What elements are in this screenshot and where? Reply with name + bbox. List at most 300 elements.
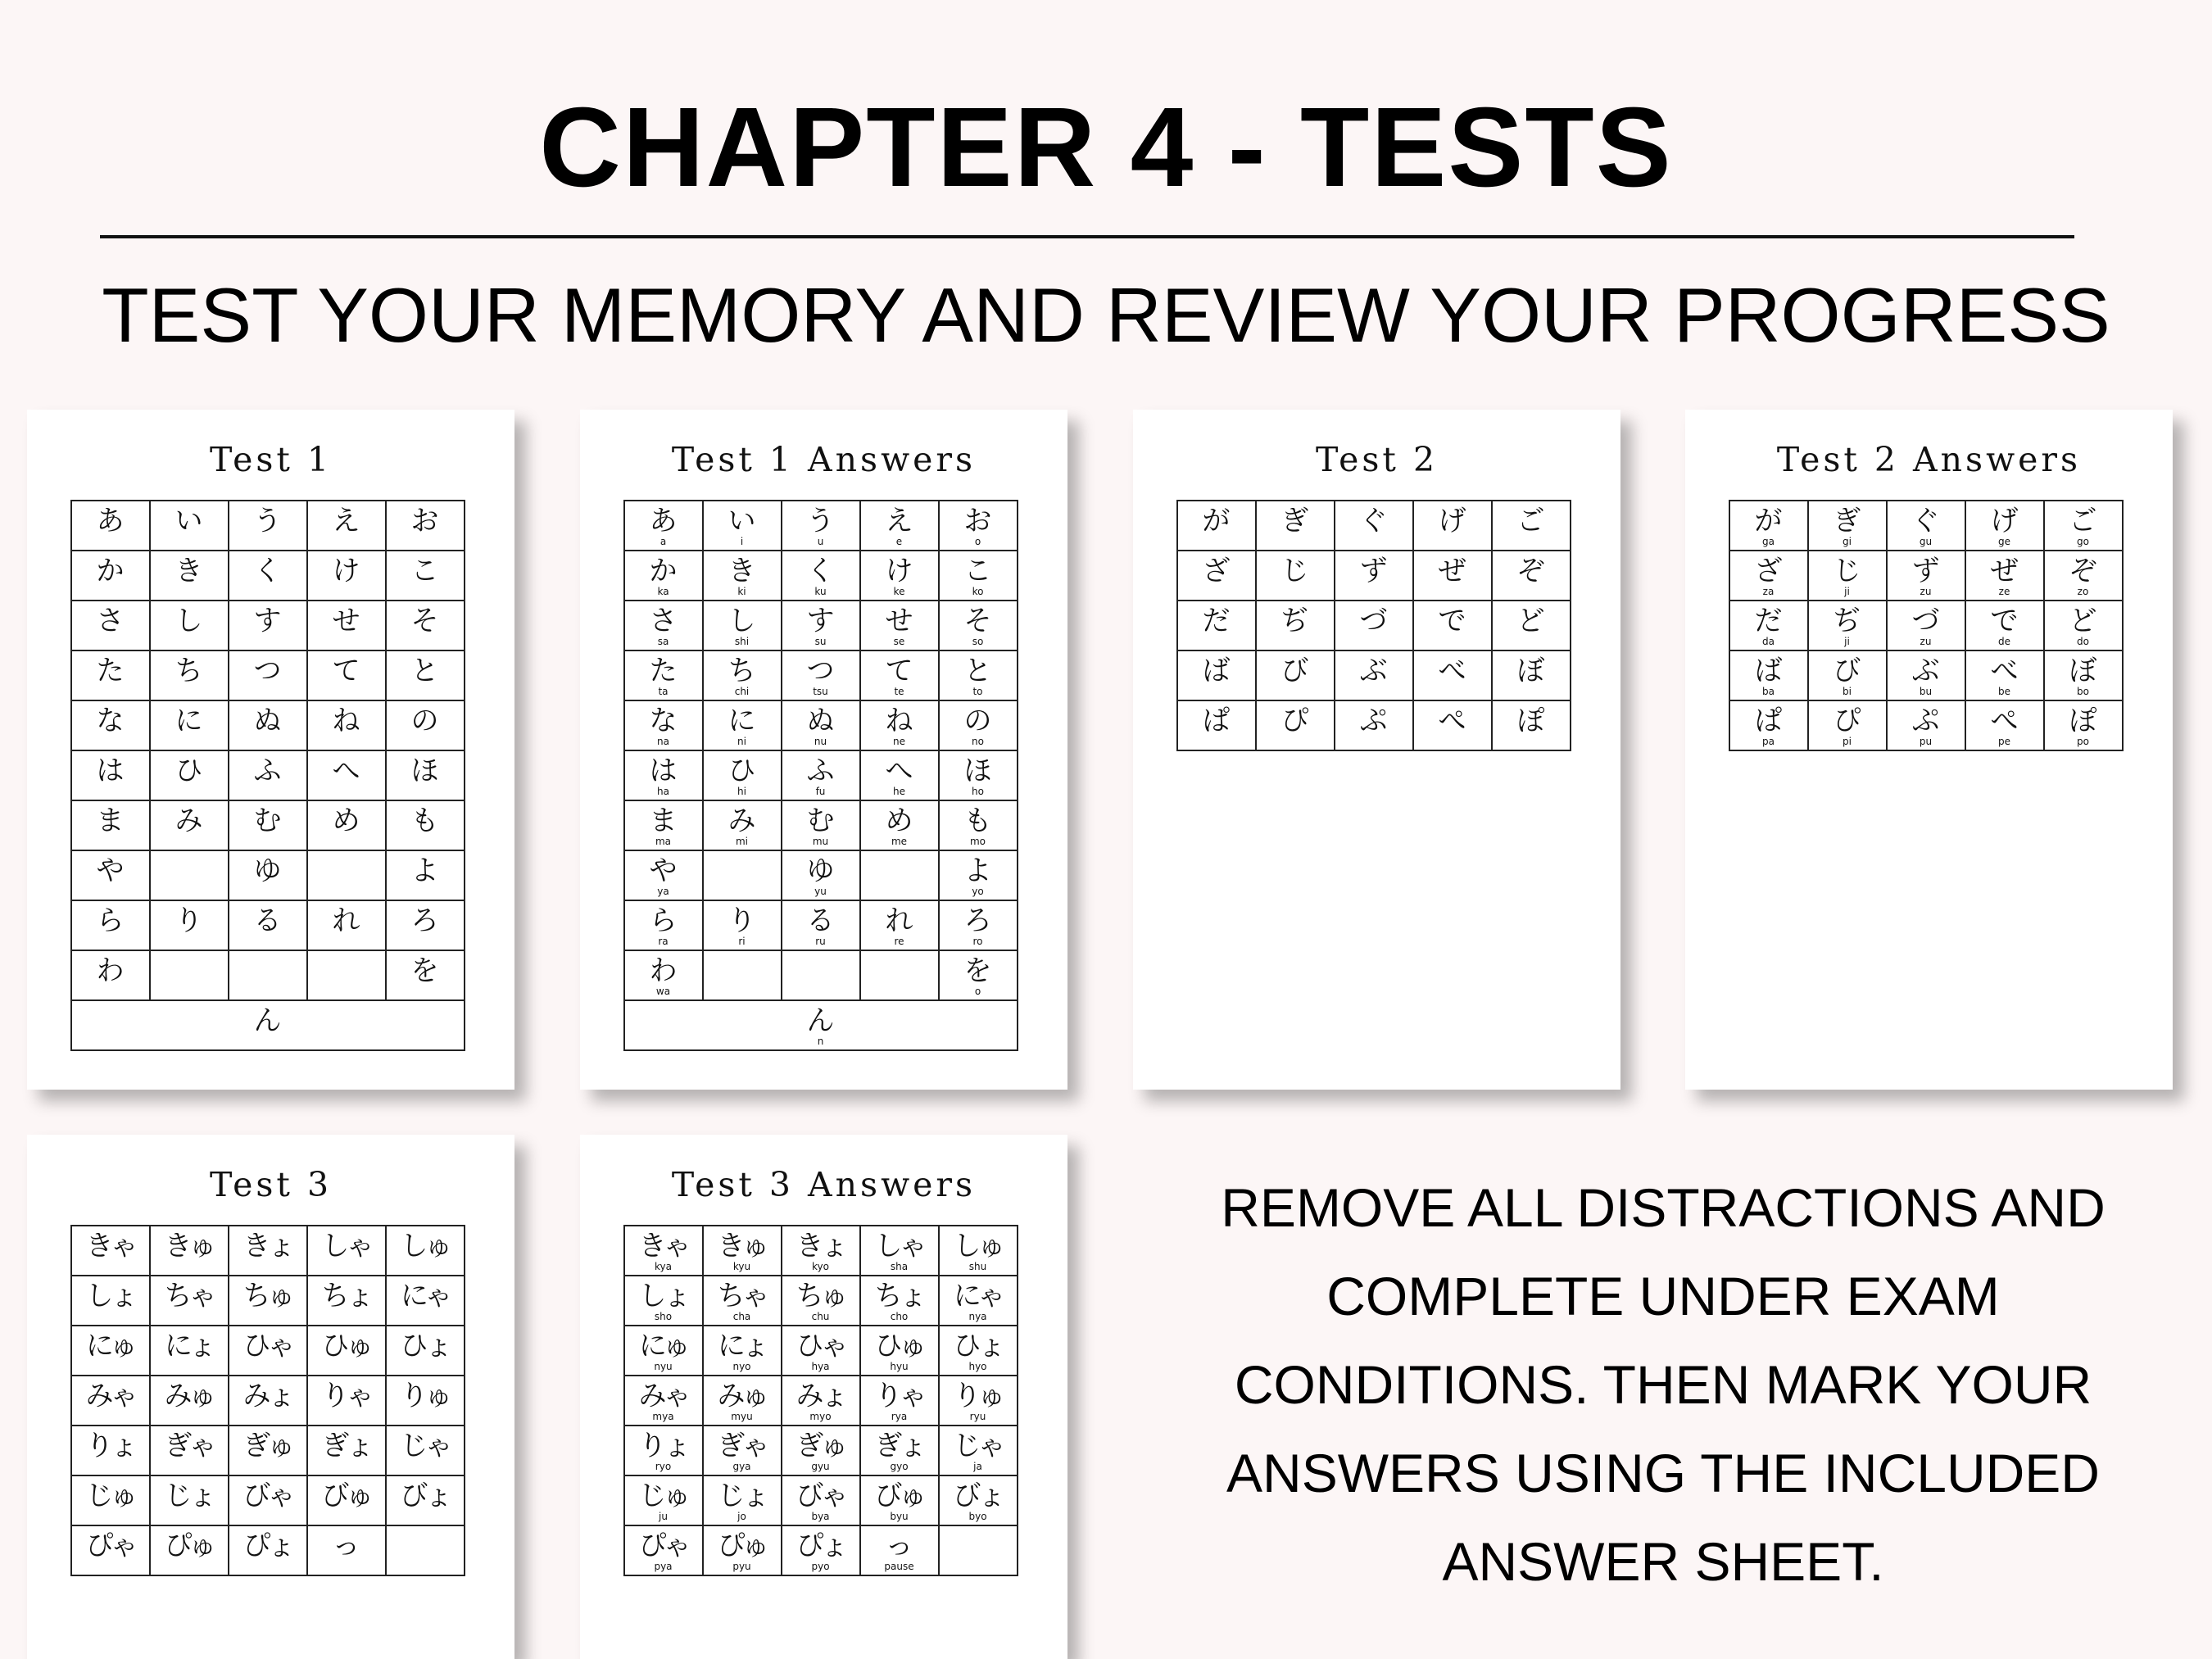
kana-character: び xyxy=(1281,655,1309,687)
romaji-label: su xyxy=(814,636,827,647)
kana-cell xyxy=(939,900,1018,950)
romaji-label: ho xyxy=(972,786,984,797)
kana-character: う xyxy=(253,505,282,537)
kana-character: きゅ xyxy=(717,1230,767,1262)
test-3-card xyxy=(27,1135,514,1659)
romaji-label: pa xyxy=(1762,736,1775,747)
kana-character: ぷ xyxy=(1911,705,1940,737)
kana-cell xyxy=(703,1376,782,1426)
kana-character: そ xyxy=(410,605,439,637)
romaji-label: pya xyxy=(654,1561,673,1572)
romaji-label: cha xyxy=(732,1311,751,1322)
kana-character: にょ xyxy=(717,1330,767,1362)
romaji-label: ne xyxy=(893,736,905,747)
kana-character: む xyxy=(253,805,282,837)
kana-character: あ xyxy=(649,505,678,537)
romaji-label: se xyxy=(893,636,905,647)
kana-cell xyxy=(1335,700,1413,750)
romaji-label: sa xyxy=(657,636,669,647)
kana-character: お xyxy=(410,505,439,537)
kana-cell xyxy=(229,1376,307,1426)
kana-character: け xyxy=(332,555,360,587)
kana-character: さ xyxy=(649,605,678,637)
kana-character: ち xyxy=(175,655,203,687)
romaji-label: fu xyxy=(815,786,826,797)
kana-cell xyxy=(307,800,386,850)
kana-character: だ xyxy=(1754,605,1783,637)
kana-cell xyxy=(1808,551,1887,601)
grid-row xyxy=(71,551,465,601)
kana-cell xyxy=(1492,501,1571,551)
kana-cell xyxy=(307,1326,386,1376)
kana-cell xyxy=(1177,650,1256,700)
kana-character: に xyxy=(728,705,756,737)
kana-cell xyxy=(624,1525,703,1575)
kana-cell xyxy=(782,1276,860,1326)
romaji-label: ga xyxy=(1762,536,1775,547)
kana-cell xyxy=(782,501,860,551)
romaji-label: mo xyxy=(969,836,986,847)
kana-cell xyxy=(782,551,860,601)
kana-cell xyxy=(71,1326,150,1376)
romaji-label: zu xyxy=(1920,636,1932,647)
kana-cell xyxy=(1256,700,1335,750)
kana-character: ぱ xyxy=(1202,705,1231,737)
romaji-label: ta xyxy=(658,686,669,697)
grid-row xyxy=(1729,650,2123,700)
kana-cell xyxy=(229,1475,307,1525)
romaji-label: kyo xyxy=(812,1261,829,1272)
kana-cell xyxy=(939,700,1018,750)
grid-row xyxy=(71,501,465,551)
romaji-label: ko xyxy=(972,586,984,597)
romaji-label: do xyxy=(2077,636,2089,647)
kana-character: ぢ xyxy=(1833,605,1861,637)
romaji-label: hyo xyxy=(968,1361,987,1372)
kana-character: みょ xyxy=(796,1380,845,1412)
kana-character: ろ xyxy=(410,904,439,937)
kana-cell xyxy=(307,650,386,700)
grid-row xyxy=(624,950,1018,1000)
kana-cell xyxy=(1413,601,1492,650)
grid-row xyxy=(624,1376,1018,1426)
kana-character: にゃ xyxy=(400,1280,450,1312)
kana-character: りゃ xyxy=(321,1380,371,1412)
romaji-label: ma xyxy=(655,836,672,847)
kana-cell xyxy=(1729,700,1808,750)
kana-character: りょ xyxy=(638,1430,688,1462)
grid-row xyxy=(624,800,1018,850)
kana-cell xyxy=(2044,551,2123,601)
grid-row xyxy=(71,650,465,700)
kana-character: しゃ xyxy=(874,1230,924,1262)
kana-character: つ xyxy=(806,655,835,687)
kana-character: も xyxy=(410,805,439,837)
kana-character: よ xyxy=(410,854,439,887)
grid-row xyxy=(1729,501,2123,551)
kana-character: じゃ xyxy=(400,1430,450,1462)
kana-character: で xyxy=(1990,605,2019,637)
kana-character: ちゃ xyxy=(717,1280,767,1312)
kana-cell xyxy=(1335,551,1413,601)
kana-character: あ xyxy=(96,505,125,537)
kana-cell xyxy=(307,1525,386,1575)
kana-cell xyxy=(624,650,703,700)
kana-cell xyxy=(703,1525,782,1575)
grid-row xyxy=(1177,700,1571,750)
kana-cell xyxy=(1729,601,1808,650)
grid-row xyxy=(624,1000,1018,1050)
kana-character: ば xyxy=(1754,655,1783,687)
kana-cell xyxy=(939,650,1018,700)
kana-character: ぞ xyxy=(2069,555,2097,587)
kana-character: ん xyxy=(806,1004,835,1037)
romaji-label: za xyxy=(1762,586,1775,597)
kana-character: さ xyxy=(96,605,125,637)
kana-character: と xyxy=(963,655,992,687)
kana-character: げ xyxy=(1990,505,2019,537)
grid-row xyxy=(71,1525,465,1575)
kana-character: ざ xyxy=(1202,555,1231,587)
kana-cell xyxy=(860,551,939,601)
kana-character: ぷ xyxy=(1359,705,1388,737)
kana-character: にゅ xyxy=(85,1330,135,1362)
kana-cell xyxy=(1413,551,1492,601)
kana-cell xyxy=(782,1426,860,1475)
romaji-label: so xyxy=(972,636,984,647)
grid-row xyxy=(71,800,465,850)
romaji-label: hi xyxy=(737,786,746,797)
grid-row xyxy=(71,700,465,750)
kana-cell xyxy=(386,900,465,950)
romaji-label: ja xyxy=(973,1461,982,1472)
kana-character: す xyxy=(806,605,835,637)
kana-cell xyxy=(1492,700,1571,750)
kana-cell xyxy=(71,1226,150,1276)
kana-character: ぞ xyxy=(1516,555,1545,587)
kana-cell xyxy=(1335,501,1413,551)
grid-row xyxy=(624,1475,1018,1525)
kana-cell xyxy=(703,601,782,650)
kana-cell xyxy=(386,1525,465,1575)
kana-cell xyxy=(1965,650,2044,700)
kana-character: ど xyxy=(1516,605,1545,637)
kana-cell xyxy=(150,950,229,1000)
kana-character: ひゃ xyxy=(796,1330,845,1362)
romaji-label: i xyxy=(740,536,744,547)
kana-cell xyxy=(1965,501,2044,551)
kana-cell xyxy=(624,700,703,750)
romaji-label: da xyxy=(1762,636,1775,647)
kana-cell xyxy=(71,501,150,551)
kana-character: ま xyxy=(649,805,678,837)
kana-cell xyxy=(1808,650,1887,700)
kana-cell xyxy=(1729,650,1808,700)
kana-cell xyxy=(2044,650,2123,700)
kana-character: め xyxy=(332,805,360,837)
kana-cell xyxy=(624,601,703,650)
kana-cell xyxy=(2044,501,2123,551)
kana-cell xyxy=(860,800,939,850)
kana-cell xyxy=(860,501,939,551)
kana-cell xyxy=(386,650,465,700)
kana-cell xyxy=(703,850,782,900)
kana-cell xyxy=(860,601,939,650)
kana-character: ず xyxy=(1359,555,1388,587)
kana-cell xyxy=(703,1276,782,1326)
kana-character: ぴょ xyxy=(796,1530,845,1562)
kana-character: み xyxy=(728,805,756,837)
kana-cell xyxy=(860,1376,939,1426)
romaji-label: bu xyxy=(1919,686,1933,697)
kana-character: ひゅ xyxy=(874,1330,924,1362)
kana-character: じ xyxy=(1833,555,1861,587)
grid-row xyxy=(624,900,1018,950)
kana-character: ぴゃ xyxy=(638,1530,688,1562)
grid-row xyxy=(1729,551,2123,601)
kana-character: ば xyxy=(1202,655,1231,687)
kana-cell xyxy=(782,750,860,800)
grid-row xyxy=(1177,601,1571,650)
kana-cell xyxy=(1335,650,1413,700)
kana-character: ど xyxy=(2069,605,2097,637)
kana-character: ひゅ xyxy=(321,1330,371,1362)
kana-character: みゅ xyxy=(164,1380,214,1412)
romaji-label: ni xyxy=(737,736,746,747)
kana-character: り xyxy=(728,904,756,937)
kana-character: げ xyxy=(1438,505,1466,537)
kana-cell xyxy=(703,900,782,950)
kana-character: ぬ xyxy=(253,705,282,737)
kana-cell xyxy=(1887,601,1965,650)
kana-character: わ xyxy=(649,954,678,987)
grid-row xyxy=(71,1376,465,1426)
kana-character: ず xyxy=(1911,555,1940,587)
kana-cell xyxy=(71,1475,150,1525)
kana-cell xyxy=(782,1326,860,1376)
card-title: Test 2 Answers xyxy=(1776,440,2082,479)
grid-row xyxy=(624,501,1018,551)
grid-row xyxy=(624,750,1018,800)
kana-cell xyxy=(150,1376,229,1426)
grid-row xyxy=(624,850,1018,900)
kana-character: づ xyxy=(1911,605,1940,637)
kana-cell xyxy=(1492,551,1571,601)
grid-row xyxy=(624,551,1018,601)
romaji-label: zu xyxy=(1920,586,1932,597)
romaji-label: pyo xyxy=(811,1561,830,1572)
kana-character: ぎゅ xyxy=(243,1430,292,1462)
kana-character: へ xyxy=(332,755,360,787)
kana-cell xyxy=(386,601,465,650)
kana-cell xyxy=(1177,501,1256,551)
kana-cell xyxy=(307,950,386,1000)
kana-cell xyxy=(150,601,229,650)
kana-character: しゃ xyxy=(321,1230,371,1262)
kana-character: きょ xyxy=(243,1230,292,1262)
kana-character: る xyxy=(806,904,835,937)
kana-character: ん xyxy=(253,1004,282,1037)
romaji-label: ru xyxy=(815,936,826,947)
romaji-label: gya xyxy=(732,1461,751,1472)
kana-grid xyxy=(1176,500,1571,751)
kana-cell xyxy=(386,1226,465,1276)
kana-cell xyxy=(782,1525,860,1575)
kana-character: しょ xyxy=(638,1280,688,1312)
kana-cell xyxy=(1887,700,1965,750)
kana-cell xyxy=(1413,700,1492,750)
romaji-label: nya xyxy=(968,1311,987,1322)
kana-character: びゃ xyxy=(243,1480,292,1512)
romaji-label: ze xyxy=(1998,586,2010,597)
kana-cell xyxy=(624,551,703,601)
kana-cell xyxy=(1887,650,1965,700)
romaji-label: hya xyxy=(811,1361,830,1372)
kana-cell xyxy=(939,601,1018,650)
kana-cell xyxy=(307,700,386,750)
kana-character: びゅ xyxy=(874,1480,924,1512)
kana-character: し xyxy=(175,605,203,637)
kana-cell xyxy=(1413,650,1492,700)
kana-cell xyxy=(71,601,150,650)
kana-cell xyxy=(860,900,939,950)
romaji-label: pyu xyxy=(732,1561,751,1572)
kana-character: りゅ xyxy=(400,1380,450,1412)
romaji-label: ka xyxy=(657,586,669,597)
kana-character: ひゃ xyxy=(243,1330,292,1362)
kana-cell xyxy=(703,700,782,750)
grid-row xyxy=(71,1426,465,1475)
romaji-label: nyo xyxy=(732,1361,751,1372)
kana-cell xyxy=(71,1376,150,1426)
kana-character: ね xyxy=(332,705,360,737)
kana-character: へ xyxy=(885,755,913,787)
kana-cell xyxy=(386,700,465,750)
kana-character: ご xyxy=(2069,505,2097,537)
kana-cell xyxy=(939,1376,1018,1426)
kana-cell xyxy=(939,1426,1018,1475)
romaji-label: cho xyxy=(890,1311,909,1322)
kana-cell xyxy=(782,1226,860,1276)
instructions-line: COMPLETE UNDER EXAM xyxy=(1326,1266,2000,1326)
kana-cell xyxy=(386,1376,465,1426)
kana-character: く xyxy=(806,555,835,587)
kana-cell xyxy=(1177,551,1256,601)
romaji-label: byo xyxy=(968,1511,987,1522)
kana-character: っ xyxy=(885,1530,913,1562)
romaji-label: shi xyxy=(734,636,750,647)
romaji-label: ryo xyxy=(655,1461,672,1472)
kana-cell xyxy=(1965,551,2044,601)
kana-cell xyxy=(1256,601,1335,650)
kana-character: ゆ xyxy=(806,854,835,887)
kana-character: みゃ xyxy=(85,1380,135,1412)
romaji-label: jo xyxy=(737,1511,746,1522)
kana-cell xyxy=(71,900,150,950)
kana-character: ぜ xyxy=(1990,555,2019,587)
kana-cell xyxy=(1335,601,1413,650)
kana-cell xyxy=(1808,501,1887,551)
kana-cell xyxy=(782,1475,860,1525)
kana-character: ぎょ xyxy=(874,1430,924,1462)
kana-character: す xyxy=(253,605,282,637)
kana-character: づ xyxy=(1359,605,1388,637)
romaji-label: gi xyxy=(1843,536,1852,547)
kana-character: ぢ xyxy=(1281,605,1309,637)
kana-cell xyxy=(939,1226,1018,1276)
kana-character: だ xyxy=(1202,605,1231,637)
kana-character: にょ xyxy=(164,1330,214,1362)
kana-character: ぺ xyxy=(1990,705,2019,737)
kana-character: じゅ xyxy=(85,1480,135,1512)
kana-character: な xyxy=(649,705,678,737)
kana-cell xyxy=(939,1525,1018,1575)
kana-cell xyxy=(782,800,860,850)
kana-character: しゅ xyxy=(400,1230,450,1262)
kana-cell xyxy=(1887,551,1965,601)
romaji-label: bi xyxy=(1843,686,1852,697)
kana-cell xyxy=(939,1276,1018,1326)
kana-cell xyxy=(860,850,939,900)
kana-character: じゅ xyxy=(638,1480,688,1512)
kana-character: じょ xyxy=(717,1480,767,1512)
kana-character: を xyxy=(963,954,992,987)
kana-character: わ xyxy=(96,954,125,987)
kana-cell xyxy=(71,650,150,700)
kana-cell xyxy=(150,700,229,750)
kana-cell xyxy=(939,1475,1018,1525)
kana-character: び xyxy=(1833,655,1861,687)
kana-cell xyxy=(229,900,307,950)
kana-grid xyxy=(1729,500,2124,751)
kana-character: よ xyxy=(963,854,992,887)
kana-cell xyxy=(150,1276,229,1326)
kana-cell xyxy=(71,850,150,900)
romaji-label: chi xyxy=(734,686,750,697)
romaji-label: pu xyxy=(1919,736,1933,747)
kana-cell xyxy=(307,1226,386,1276)
kana-cell xyxy=(860,700,939,750)
kana-cell xyxy=(229,1525,307,1575)
kana-cell xyxy=(703,1475,782,1525)
kana-character: り xyxy=(175,904,203,937)
kana-character: え xyxy=(332,505,360,537)
kana-cell xyxy=(1729,501,1808,551)
kana-cell xyxy=(386,750,465,800)
romaji-label: me xyxy=(891,836,908,847)
romaji-label: mu xyxy=(812,836,829,847)
kana-cell xyxy=(1177,700,1256,750)
kana-character: み xyxy=(175,805,203,837)
kana-cell xyxy=(624,1226,703,1276)
grid-row xyxy=(624,1276,1018,1326)
kana-cell xyxy=(782,601,860,650)
kana-cell xyxy=(1256,551,1335,601)
kana-character: ぴ xyxy=(1833,705,1861,737)
romaji-label: sho xyxy=(654,1311,673,1322)
kana-cell xyxy=(71,750,150,800)
card-title: Test 1 xyxy=(209,440,333,479)
test-2-card xyxy=(1133,410,1620,1090)
kana-cell xyxy=(150,1326,229,1376)
kana-grid xyxy=(70,500,465,1051)
kana-cell xyxy=(307,750,386,800)
grid-row xyxy=(71,1000,465,1050)
kana-character: しゅ xyxy=(953,1230,1003,1262)
kana-character: ぎょ xyxy=(321,1430,371,1462)
kana-character: ら xyxy=(96,904,125,937)
kana-character: ろ xyxy=(963,904,992,937)
